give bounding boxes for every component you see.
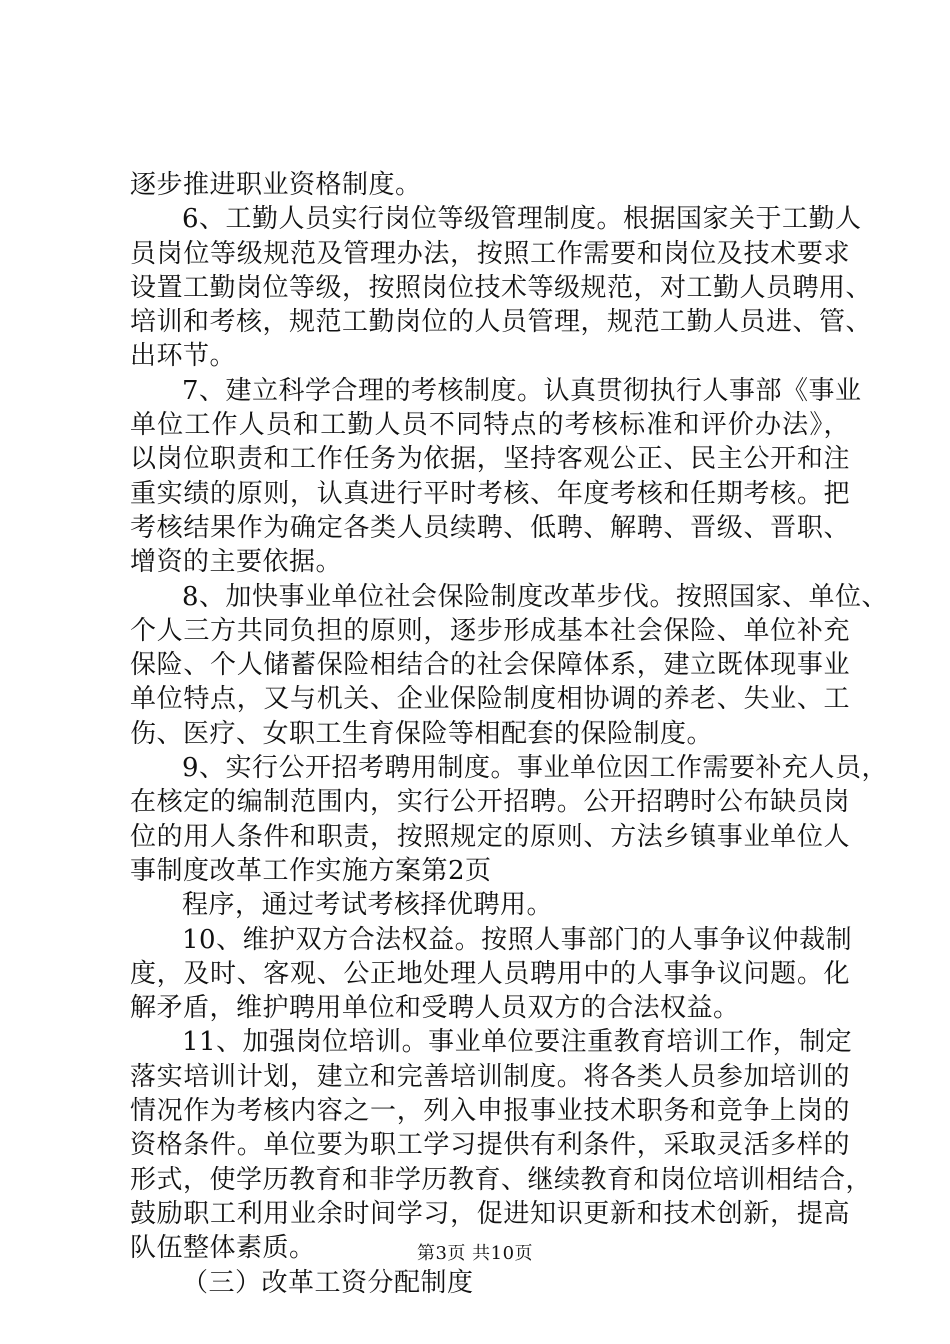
paragraph-8-start: 8、加快事业单位社会保险制度改革步伐。按照国家、单位、: [182, 581, 889, 612]
text-line: 设置工勤岗位等级，按照岗位技术等级规范，对工勤人员聘用、: [130, 272, 873, 303]
body-text: [130, 168, 889, 1300]
text-line: 形式，使学历教育和非学历教育、继续教育和岗位培训相结合，: [130, 1164, 873, 1195]
text-line: 伤、医疗、女职工生育保险等相配套的保险制度。: [130, 718, 714, 749]
paragraph-9-start: 9、实行公开招考聘用制度。事业单位因工作需要补充人员，: [182, 753, 889, 784]
section-heading: （三）改革工资分配制度: [182, 1267, 474, 1298]
text-line: 度，及时、客观、公正地处理人员聘用中的人事争议问题。化: [130, 958, 850, 989]
text-line: 重实绩的原则，认真进行平时考核、年度考核和任期考核。把: [130, 478, 850, 509]
text-line: 队伍整体素质。: [130, 1233, 316, 1264]
text-line: 员岗位等级规范及管理办法，按照工作需要和岗位及技术要求: [130, 238, 850, 269]
text-line: 出环节。: [130, 341, 237, 372]
text-line: 逐步推进职业资格制度。: [130, 170, 422, 200]
text-line: 解矛盾，维护聘用单位和受聘人员双方的合法权益。: [130, 993, 740, 1024]
text-line: 单位工作人员和工勤人员不同特点的考核标准和评价办法》，: [130, 410, 850, 441]
paragraph-6-start: 6、工勤人员实行岗位等级管理制度。根据国家关于工勤人: [182, 204, 862, 235]
text-line: 事制度改革工作实施方案第2页: [130, 855, 492, 886]
text-line: 落实培训计划，建立和完善培训制度。将各类人员参加培训的: [130, 1061, 850, 1092]
text-line: 鼓励职工利用业余时间学习，促进知识更新和技术创新，提高: [130, 1198, 850, 1229]
paragraph-11-start: 11、加强岗位培训。事业单位要注重教育培训工作，制定: [182, 1027, 853, 1058]
paragraph-7-start: 7、建立科学合理的考核制度。认真贯彻执行人事部《事业: [182, 375, 862, 406]
text-line: 个人三方共同负担的原则，逐步形成基本社会保险、单位补充: [130, 615, 850, 646]
text-line: 考核结果作为确定各类人员续聘、低聘、解聘、晋级、晋职、: [130, 512, 850, 543]
text-line: 资格条件。单位要为职工学习提供有利条件，采取灵活多样的: [130, 1130, 850, 1161]
text-line: 在核定的编制范围内，实行公开招聘。公开招聘时公布缺员岗: [130, 787, 850, 818]
text-line: 程序，通过考试考核择优聘用。: [182, 890, 554, 921]
paragraph-10-start: 10、维护双方合法权益。按照人事部门的人事争议仲裁制: [182, 924, 853, 955]
text-line: 情况作为考核内容之一，列入申报事业技术职务和竞争上岗的: [130, 1096, 850, 1127]
text-line: 保险、个人储蓄保险相结合的社会保障体系，建立既体现事业: [130, 650, 850, 681]
text-line: 培训和考核，规范工勤岗位的人员管理，规范工勤人员进、管、: [130, 307, 873, 338]
text-line: 位的用人条件和职责，按照规定的原则、方法乡镇事业单位人: [130, 821, 850, 852]
text-line: 单位特点，又与机关、企业保险制度相协调的养老、失业、工: [130, 684, 850, 715]
text-line: 增资的主要依据。: [130, 547, 343, 578]
text-line: 以岗位职责和工作任务为依据，坚持客观公正、民主公开和注: [130, 444, 850, 475]
page-footer: 第3页 共10页: [416, 1243, 534, 1264]
